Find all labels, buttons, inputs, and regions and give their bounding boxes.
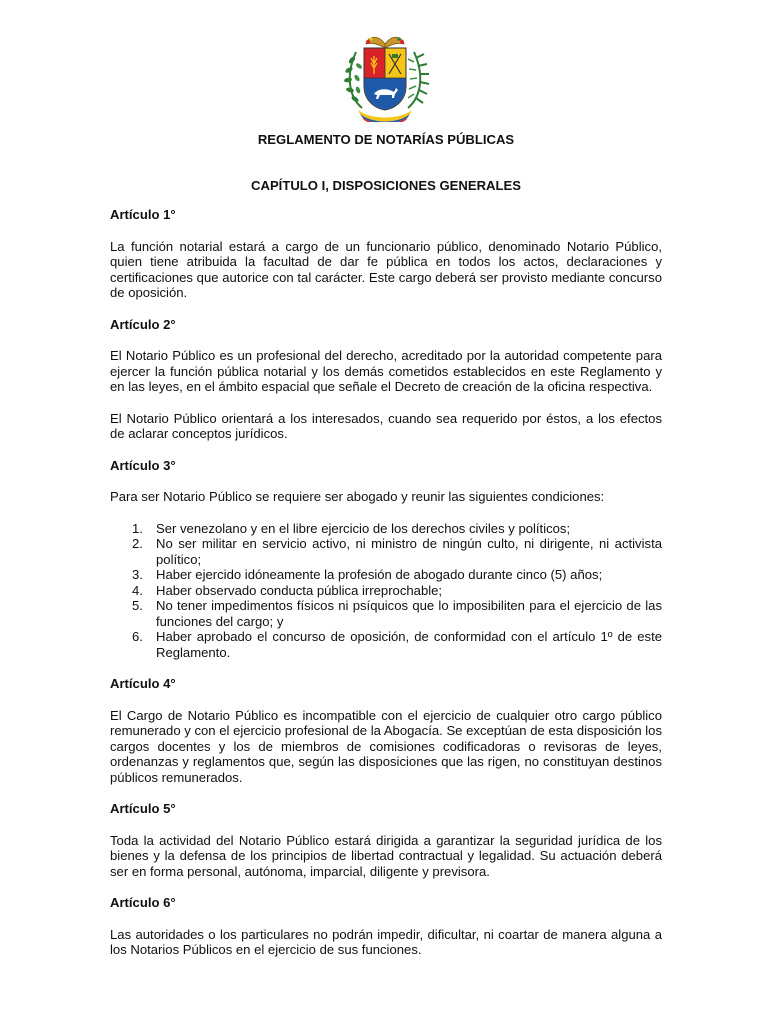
list-item: [110, 521, 662, 537]
cornucopias: [366, 37, 404, 48]
chapter-heading: CAPÍTULO I, DISPOSICIONES GENERALES: [251, 177, 521, 193]
laurel-branch-left: [344, 52, 363, 108]
list-item: [110, 598, 662, 629]
article-paragraph: La función notarial estará a cargo de un funcionario público, denominado Notario Público, quien tiene atribuida la facultad de dar fe pública en todos los actos, declaraciones y certificaciones que autorice con tal carácter. Este cargo deberá ser provisto mediante concurso de oposición.: [110, 238, 662, 300]
article-intro: Para ser Notario Público se requiere ser abogado y reunir las siguientes condiciones:: [110, 489, 605, 504]
list-item-number: 2.: [132, 536, 143, 551]
tricolor-ribbon: [358, 110, 412, 122]
article-6: [110, 895, 662, 958]
article-heading: Artículo 4°: [110, 676, 176, 691]
document-title: REGLAMENTO DE NOTARÍAS PÚBLICAS: [257, 132, 515, 147]
article-3: [110, 458, 662, 661]
list-item: [110, 536, 662, 567]
list-item: [110, 583, 662, 599]
palm-branch-right: [408, 52, 429, 108]
article-2: [110, 317, 662, 442]
list-item-text: No ser militar en servicio activo, ni ministro de ningún culto, ni dirigente, ni activista político;: [156, 536, 662, 567]
article-heading: Artículo 1°: [110, 207, 176, 222]
article-heading: Artículo 2°: [110, 316, 176, 332]
article-1: [110, 207, 662, 301]
coat-of-arms-icon: [340, 30, 430, 122]
list-item-number: 3.: [132, 567, 143, 582]
article-paragraph: El Notario Público es un profesional del derecho, acreditado por la autoridad competente para ejercer la función pública notarial y los demás cometidos establecidos en este Reglamento y en las leyes, en el ámbito espacial que señale el Decreto de creación de la oficina respectiva.: [110, 348, 662, 394]
list-item-number: 6.: [132, 629, 143, 644]
article-paragraph: El Notario Público orientará a los interesados, cuando sea requerido por éstos, a los efectos de aclarar conceptos jurídicos.: [110, 410, 662, 441]
article-heading: Artículo 5°: [110, 801, 176, 816]
list-item-text: Haber observado conducta pública irreprochable;: [156, 582, 443, 598]
list-item-text: Ser venezolano y en el libre ejercicio de los derechos civiles y políticos;: [156, 520, 571, 536]
article-paragraph: Toda la actividad del Notario Público estará dirigida a garantizar la seguridad jurídica de los bienes y la defensa de los principios de libertad contractual y legalidad. Su actuación deberá ser en forma personal, autónoma, imparcial, diligente y previsora.: [110, 832, 662, 879]
shield: [364, 48, 406, 110]
list-item-text: Haber ejercido idóneamente la profesión de abogado durante cinco (5) años;: [156, 567, 603, 582]
list-item: [110, 629, 662, 660]
list-item-number: 4.: [132, 582, 143, 598]
conditions-list: [110, 521, 662, 661]
list-item-text: Haber aprobado el concurso de oposición, de conformidad con el artículo 1º de este Reglamento.: [156, 629, 662, 660]
article-paragraph: Las autoridades o los particulares no podrán impedir, dificultar, ni coartar de manera alguna a los Notarios Públicos en el ejercicio de sus funciones.: [110, 926, 662, 957]
article-paragraph: El Cargo de Notario Público es incompatible con el ejercicio de cualquier otro cargo público remunerado y con el ejercicio profesional de la Abogacía. Se exceptúan de esta disposición los cargos docentes y los de miembros de comisiones codificadoras o revisoras de leyes, ordenanzas y reglamentos que, según las disposiciones que las rigen, no constituyan destinos públicos remunerados.: [110, 707, 662, 785]
list-item-number: 5.: [132, 598, 143, 613]
list-item: [110, 567, 662, 583]
article-heading: Artículo 6°: [110, 895, 176, 910]
article-heading: Artículo 3°: [110, 457, 176, 473]
list-item-text: No tener impedimentos físicos ni psíquicos que lo imposibiliten para el ejercicio de las funciones del cargo; y: [156, 598, 662, 629]
article-5: [110, 801, 662, 879]
list-item-number: 1.: [132, 520, 143, 536]
document-body: [110, 130, 662, 958]
article-4: [110, 676, 662, 785]
